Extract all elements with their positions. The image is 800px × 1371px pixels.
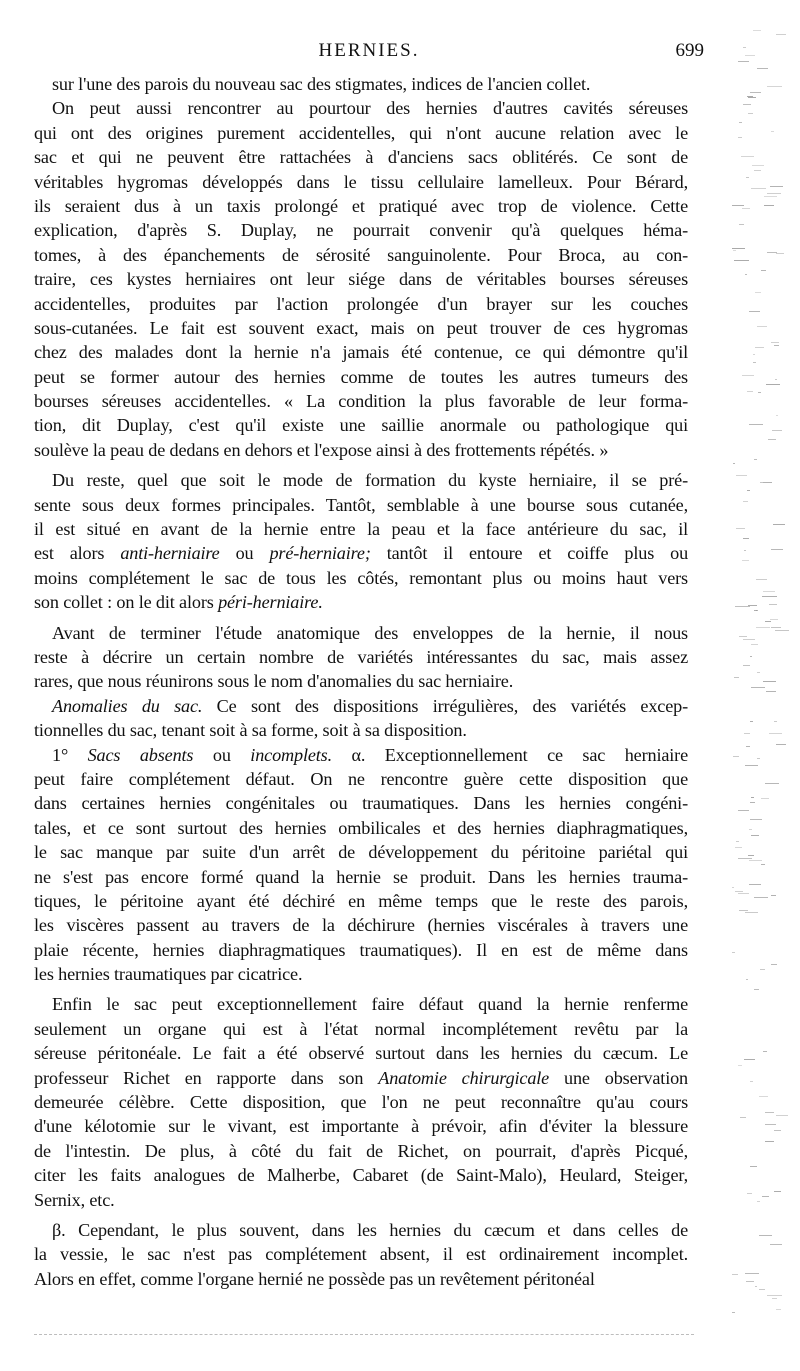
margin-noise-mark [756,627,770,628]
paragraph [34,621,688,694]
margin-noise-mark [763,482,772,483]
text-line [34,645,688,669]
margin-noise-mark [759,1289,765,1290]
page-number: 699 [675,40,704,61]
margin-noise-mark [759,1235,772,1236]
text-segment: une observation [549,1067,688,1088]
margin-noise-mark [732,248,745,249]
text-segment: il est situé en avant de la hernie entre la peau et la face antérieure du sac, il [34,519,688,540]
text-line [34,170,688,194]
text-segment: explication, d'après S. Duplay, ne pourrait convenir qu'à quelques héma- [34,220,688,241]
margin-noise-mark [743,104,751,105]
margin-noise-mark [747,391,753,392]
text-segment: chez des malades dont la hernie n'a jamais été contenue, ce qui démontre qu'il [34,342,688,363]
margin-noise-mark [749,829,752,830]
margin-noise-mark [745,912,758,913]
text-segment: α. Exceptionnellement ce sac herniaire [332,744,688,765]
margin-noise-mark [757,68,768,69]
text-segment: sous-cutanées. Le fait est souvent exact, mais on peut trouver de ces hygromas [34,317,688,338]
text-line [34,413,688,437]
margin-noise-mark [776,744,786,745]
margin-noise-mark [744,1059,755,1060]
text-segment: la vessie, le sac n'est pas complétement absent, il est ordinairement incomplet. [34,1244,688,1265]
margin-noise-mark [757,672,760,673]
text-line [34,292,688,316]
margin-noise-mark [741,156,754,157]
text-line [34,243,688,267]
text-line [34,743,688,767]
text-line [34,718,688,742]
margin-noise-mark [765,1112,774,1113]
margin-noise-mark [776,34,786,35]
margin-noise-mark [743,538,749,539]
margin-noise-mark [774,721,777,722]
margin-noise-mark [732,205,744,206]
text-segment: sur l'une des parois du nouveau sac des stigmates, indices de l'ancien collet. [52,74,591,94]
text-line [34,1139,688,1163]
text-segment: reste à décrire un certain nombre de variétés intéressantes du sac, mais assez [34,646,688,667]
text-line [34,541,688,565]
margin-noise-mark [771,627,781,628]
margin-noise-mark [750,721,753,722]
italic-segment: Anomalies du sac. [52,695,203,716]
margin-noise-mark [753,30,761,31]
text-line [34,145,688,169]
margin-noise-mark [753,354,755,355]
margin-noise-mark [751,797,754,798]
margin-noise-mark [747,490,750,491]
margin-noise-mark [772,430,782,431]
text-segment: Alors en effet, comme l'organe hernié ne possède pas un revêtement péritonéal [34,1268,595,1289]
running-title: HERNIES. [318,40,420,61]
margin-noise-mark [739,910,748,911]
margin-noise-mark [751,188,766,189]
margin-noise-mark [770,1244,782,1245]
text-segment: d'une kélotomie sur le vivant, est importante à prévoir, afin d'éviter la blessure [34,1116,688,1137]
text-line [34,889,688,913]
margin-noise-mark [774,1191,781,1192]
text-segment: qui ont des origines purement accidentelles, qui n'ont aucune relation avec le [34,122,688,143]
text-segment: plaie récente, hernies diaphragmatiques traumatiques). Il en est de même dans [34,939,688,960]
text-segment: ou [193,744,251,765]
text-segment: peut se former autour des hernies comme de toutes les autres tumeurs des [34,366,688,387]
text-segment: 1° [52,744,88,765]
margin-noise-mark [738,137,742,138]
margin-noise-mark [735,847,742,848]
text-segment: tionnelles du sac, tenant soit à sa forme, soit à sa disposition. [34,720,467,741]
margin-noise-mark [745,1273,759,1274]
margin-noise-mark [740,1117,746,1118]
margin-noise-mark [743,665,750,666]
margin-noise-mark [751,835,759,836]
text-line [34,517,688,541]
margin-noise-mark [748,97,756,98]
margin-noise-mark [776,253,784,254]
margin-noise-mark [743,501,748,502]
paragraph [34,992,688,1212]
margin-noise-mark [771,549,783,550]
text-line [34,72,688,96]
margin-noise-mark [757,1201,760,1202]
margin-noise-mark [738,858,752,859]
text-line [34,840,688,864]
margin-noise-mark [761,270,766,271]
margin-noise-mark [739,122,742,123]
text-segment: tomes, à des épanchements de sérosité sanguinolente. Pour Broca, au con- [34,244,688,265]
margin-noise-mark [733,250,736,251]
margin-noise-mark [745,55,755,56]
margin-noise-mark [732,1274,738,1275]
margin-noise-mark [756,579,767,580]
margin-noise-mark [766,691,776,692]
text-segment: seulement un organe qui est à l'état normal incomplétement revêtu par la [34,1018,688,1039]
margin-noise-mark [760,969,765,970]
margin-noise-mark [763,681,776,682]
margin-noise-mark [734,677,739,678]
italic-segment: Sacs absents [87,744,194,765]
margin-noise-mark [748,113,753,114]
margin-noise-mark [767,1295,782,1296]
text-segment: demeurée célèbre. Cette disposition, que l'on ne peut reconnaître qu'au cours [34,1092,688,1113]
text-segment: sente sous deux formes principales. Tantôt, semblable à une bourse sous cutanée, [34,494,688,515]
margin-noise-mark [761,798,769,799]
text-segment: traire, ces kystes herniaires ont leur siége dans de véritables bourses séreuses [34,269,688,290]
margin-noise-mark [736,475,747,476]
text-line [34,816,688,840]
margin-noise-mark [767,86,782,87]
margin-noise-mark [738,810,749,811]
margin-noise-mark [750,1166,757,1167]
text-line [34,389,688,413]
text-segment: Avant de terminer l'étude anatomique des enveloppes de la hernie, il nous [52,622,688,643]
margin-noise-mark [771,131,774,132]
text-segment: son collet : on le dit alors [34,592,219,613]
margin-noise-mark [762,1196,769,1197]
margin-noise-mark [754,170,761,171]
text-line [34,340,688,364]
margin-noise-mark [767,193,781,194]
paragraph [34,743,688,987]
text-line [34,1242,688,1266]
margin-noise-mark [738,61,749,62]
margin-noise-mark [769,733,782,734]
text-segment: tantôt il entoure et coiffe plus ou [370,543,689,564]
text-line [34,865,688,889]
margin-noise-mark [751,644,758,645]
text-line [34,791,688,815]
margin-noise-mark [765,783,779,784]
margin-noise-mark [744,550,746,551]
body-text [34,72,688,1291]
text-segment: sac et qui ne peuvent être rattachées à d'anciens sacs oblitérés. Ce sont de [34,147,688,168]
margin-noise-mark [771,895,776,896]
text-line [34,267,688,291]
text-line [34,1267,688,1291]
text-line [34,1218,688,1242]
text-line [34,1017,688,1041]
margin-noise-mark [738,893,749,894]
text-line [34,365,688,389]
margin-noise-mark [732,1312,735,1313]
margin-noise-mark [754,897,768,898]
margin-noise-mark [764,196,777,197]
italic-segment: pré-herniaire; [269,543,371,564]
text-line [34,493,688,517]
text-segment: ne s'est pas encore formé quand la hernie se produit. Dans les hernies trauma- [34,866,688,887]
margin-noise-mark [756,610,758,611]
text-segment: Sernix, etc. [34,1189,115,1210]
margin-noise-mark [765,1124,776,1125]
margin-noise-mark [745,274,747,275]
margin-noise-mark [776,415,778,416]
margin-noise-mark [772,1298,777,1299]
text-segment: Ce sont des dispositions irrégulières, des variétés excep- [202,695,688,716]
italic-segment: péri-herniaire. [218,592,323,613]
margin-noise-mark [765,1141,774,1142]
margin-noise-mark [750,656,752,657]
paragraph [34,96,688,462]
margin-noise-mark [733,756,739,757]
text-segment: tion, dit Duplay, c'est qu'il existe une saillie anormale ou pathologique qui [34,415,688,436]
margin-noise-mark [743,639,755,640]
margin-noise-mark [755,1286,757,1287]
margin-noise-mark [776,1115,788,1116]
margin-noise-mark [774,345,779,346]
margin-noise-mark [771,342,779,343]
paragraph [34,72,688,96]
margin-noise-mark [768,439,776,440]
margin-noise-mark [746,746,750,747]
text-segment: ou [219,543,270,564]
margin-noise-mark [767,252,777,253]
margin-noise-mark [755,347,764,348]
paragraph [34,1218,688,1291]
margin-noise-mark [751,687,765,688]
margin-noise-mark [736,841,739,842]
text-segment: professeur Richet en rapporte dans son [34,1067,379,1088]
text-segment: le sac manque par suite d'un arrêt de développement du péritoine pariétal qui [34,842,688,863]
running-head [34,40,704,68]
text-segment: rares, que nous réunirons sous le nom d'anomalies du sac herniaire. [34,671,514,692]
margin-noise-mark [750,819,762,820]
margin-noise-mark [749,424,763,425]
text-segment: accidentelles, produites par l'action prolongée d'un brayer sur les couches [34,293,688,314]
text-segment: véritables hygromas développés dans le tissu cellulaire lamelleux. Pour Bérard, [34,171,688,192]
text-segment: tales, et ce sont surtout des hernies ombilicales et des hernies diaphragmatiques, [34,817,688,838]
margin-noise-mark [755,292,761,293]
text-line [34,468,688,492]
text-segment: les hernies traumatiques par cicatrice. [34,964,303,985]
text-segment: séreuse péritonéale. Le fait a été observé surtout dans les hernies du cæcum. Le [34,1043,688,1064]
text-line [34,121,688,145]
margin-noise-mark [758,392,761,393]
margin-noise-mark [743,47,746,48]
margin-noise-mark [747,1193,752,1194]
text-line [34,1188,688,1212]
margin-noise-mark [769,604,777,605]
margin-noise-mark [733,463,735,464]
text-line [34,316,688,340]
margin-noise-mark [750,92,761,93]
margin-noise-mark [757,326,767,327]
text-line [34,913,688,937]
margin-noise-mark [750,802,755,803]
margin-noise-mark [745,765,758,766]
margin-noise-mark [773,524,785,525]
margin-noise-mark [746,1281,754,1282]
text-segment: bourses séreuses accidentelles. « La condition la plus favorable de leur forma- [34,391,688,412]
text-segment: Du reste, quel que soit le mode de formation du kyste herniaire, il se pré- [52,470,688,491]
margin-noise-mark [734,260,749,261]
text-line [34,938,688,962]
text-line [34,962,688,986]
margin-noise-mark [742,560,749,561]
margin-noise-mark [749,860,762,861]
margin-noise-mark [762,596,777,597]
margin-noise-mark [752,165,764,166]
margin-noise-mark [753,362,756,363]
margin-noise-mark [749,884,761,885]
text-segment: est alors [34,543,121,564]
text-line [34,767,688,791]
margin-noise-mark [738,1065,742,1066]
italic-segment: incomplets. [250,744,332,765]
margin-noise-mark [765,621,771,622]
margin-noise-mark [748,855,754,856]
text-line [34,218,688,242]
bottom-scan-line [34,1334,694,1336]
margin-noise-mark [739,636,747,637]
text-line [34,96,688,120]
paragraph [34,468,688,614]
text-segment: les viscères passent au travers de la déchirure (hernies viscérales à travers une [34,915,688,936]
margin-noise-mark [747,96,753,97]
margin-noise-mark [735,606,750,607]
margin-noise-mark [742,208,750,209]
text-line [34,590,688,614]
italic-segment: Anatomie chirurgicale [378,1067,550,1088]
margin-noise-mark [750,1081,753,1082]
text-segment: soulève la peau de dedans en dehors et l'expose ainsi à des frottements répétés. » [34,439,609,460]
margin-noise-mark [766,384,780,385]
text-segment: tiques, le péritoine ayant été déchiré en même temps que le reste des parois, [34,890,688,911]
text-segment: β. Cependant, le plus souvent, dans les hernies du cæcum et dans celles de [52,1219,688,1240]
margin-noise-mark [736,528,745,529]
margin-noise-mark [732,887,734,888]
margin-noise-mark [771,964,777,965]
text-line [34,694,688,718]
text-line [34,1041,688,1065]
text-segment: peut faire complétement défaut. On ne rencontre guère cette disposition que [34,768,688,789]
margin-noise-mark [754,459,757,460]
margin-noise-mark [763,1051,767,1052]
text-line [34,621,688,645]
margin-noise-mark [749,311,760,312]
text-line [34,1114,688,1138]
text-line [34,566,688,590]
margin-noise-mark [774,1130,781,1131]
margin-noise-mark [754,989,759,990]
margin-noise-mark [746,979,748,980]
text-line [34,1066,688,1090]
text-line [34,992,688,1016]
margin-noise-mark [757,758,760,759]
text-segment: ils seraient dus à un taxis prolongé et pratiqué avec trop de violence. Cette [34,195,688,216]
text-segment: On peut aussi rencontrer au pourtour des hernies d'autres cavités séreuses [52,98,688,119]
paragraph [34,694,688,743]
margin-noise-mark [735,891,743,892]
text-line [34,1163,688,1187]
text-segment: de l'intestin. De plus, à côté du fait de Richet, on pourrait, d'après Picqué, [34,1140,688,1161]
text-line [34,438,688,462]
margin-noise-mark [744,733,750,734]
text-line [34,1090,688,1114]
margin-noise-mark [732,952,735,953]
italic-segment: anti-herniaire [120,543,220,564]
text-line [34,194,688,218]
margin-noise-mark [776,1309,781,1310]
scan-margin-noise [712,30,792,1350]
margin-noise-mark [770,186,783,187]
margin-noise-mark [763,591,775,592]
text-segment: dans certaines hernies congénitales ou traumatiques. Dans les hernies congéni- [34,793,688,814]
margin-noise-mark [759,1096,768,1097]
margin-noise-mark [746,177,749,178]
margin-noise-mark [761,864,765,865]
margin-noise-mark [775,379,777,380]
margin-noise-mark [764,205,774,206]
margin-noise-mark [775,630,789,631]
text-segment: citer les faits analogues de Malherbe, Cabaret (de Saint-Malo), Heulard, Steiger, [34,1165,688,1186]
text-line [34,669,688,693]
text-segment: Enfin le sac peut exceptionnellement faire défaut quand la hernie renferme [52,994,688,1015]
text-segment: moins complétement le sac de tous les côtés, remontant plus ou moins haut vers [34,567,688,588]
margin-noise-mark [770,619,778,620]
margin-noise-mark [742,375,754,376]
margin-noise-mark [739,224,744,225]
